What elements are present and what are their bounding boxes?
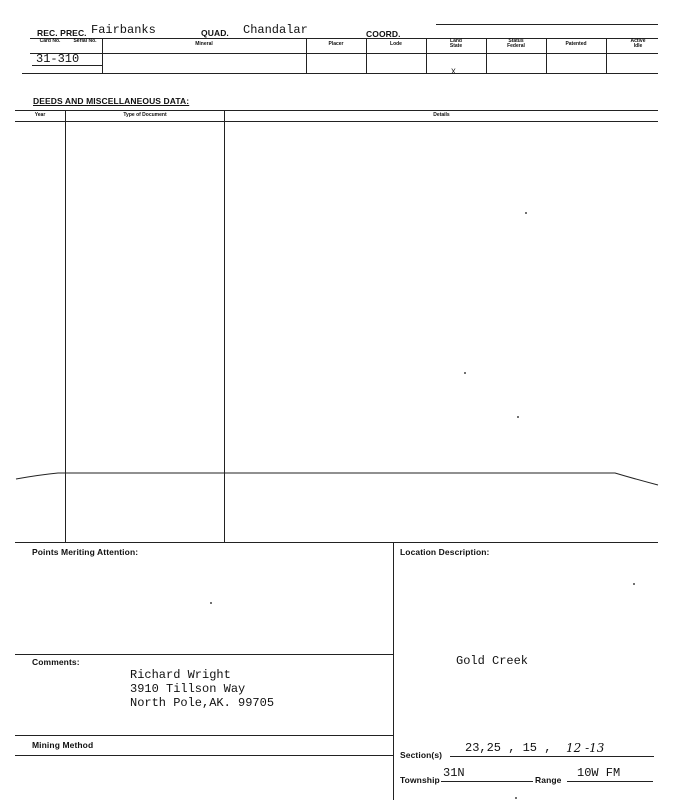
col-card-no: Card No.	[39, 38, 61, 44]
col-patented: Patented	[565, 41, 587, 47]
header-divider	[486, 38, 487, 73]
section-value: 23,25 , 15 ,	[465, 741, 552, 755]
mining-method-label: Mining Method	[32, 740, 94, 750]
header-top-rule	[436, 24, 658, 25]
col-details: Details	[433, 112, 450, 118]
land-state-mark: X	[451, 68, 456, 77]
scan-speck	[525, 212, 527, 214]
header-divider	[366, 38, 367, 73]
col-active-idle: Active Idle	[630, 38, 646, 49]
comments-line-2: 3910 Tillson Way	[130, 682, 246, 696]
range-underline	[567, 781, 653, 782]
col-placer: Placer	[328, 41, 344, 47]
range-label: Range	[535, 775, 562, 785]
col-serial-no: Serial No.	[73, 38, 97, 44]
deeds-rule-top	[15, 110, 658, 111]
header-rule-4	[22, 73, 658, 74]
header-divider	[306, 38, 307, 73]
col-year: Year	[34, 112, 46, 118]
scan-speck	[517, 416, 519, 418]
points-meriting-attention-label: Points Meriting Attention:	[32, 547, 139, 557]
rec-prec-label: REC. PREC.	[37, 28, 87, 38]
coord-label: COORD.	[366, 29, 401, 39]
section-underline	[450, 756, 654, 757]
fold-crease-line	[0, 465, 678, 495]
location-description-value: Gold Creek	[456, 654, 529, 668]
township-value: 31N	[443, 766, 465, 780]
quad-label: QUAD.	[201, 28, 229, 38]
header-rule-2	[30, 53, 658, 54]
deeds-rule-header	[15, 121, 658, 122]
col-land-state: Land State	[449, 38, 463, 49]
location-description-label: Location Description:	[400, 547, 490, 557]
card-number-value: 31-310	[36, 52, 80, 66]
section-handwritten-value: 12 -13	[566, 741, 605, 755]
header-divider	[426, 38, 427, 73]
comments-bottom-rule	[15, 735, 393, 736]
header-divider	[546, 38, 547, 73]
col-lode: Lode	[390, 41, 402, 47]
comments-label: Comments:	[32, 657, 80, 667]
township-label: Township	[400, 775, 440, 785]
lower-center-divider	[393, 542, 394, 800]
col-type-of-document: Type of Document	[123, 112, 167, 118]
mining-method-rule	[15, 755, 393, 756]
comments-line-1: Richard Wright	[130, 668, 231, 682]
points-bottom-rule	[15, 654, 393, 655]
col-mineral: Mineral	[195, 41, 213, 47]
scan-speck	[464, 372, 466, 374]
township-underline	[441, 781, 533, 782]
header-divider	[606, 38, 607, 73]
rec-prec-value: Fairbanks	[91, 23, 156, 37]
header-rule-3	[32, 65, 102, 66]
scan-speck	[210, 602, 212, 604]
range-value: 10W FM	[577, 766, 621, 780]
header-divider	[102, 38, 103, 73]
lower-rule-top	[15, 542, 658, 543]
header-rule-1	[30, 38, 658, 39]
quad-value: Chandalar	[243, 23, 308, 37]
scan-speck	[515, 797, 517, 799]
col-status-federal: Status Federal	[507, 38, 525, 49]
comments-line-3: North Pole,AK. 99705	[130, 696, 275, 710]
section-label: Section(s)	[400, 750, 443, 760]
deeds-section-title: DEEDS AND MISCELLANEOUS DATA:	[33, 96, 190, 106]
scan-speck	[633, 583, 635, 585]
